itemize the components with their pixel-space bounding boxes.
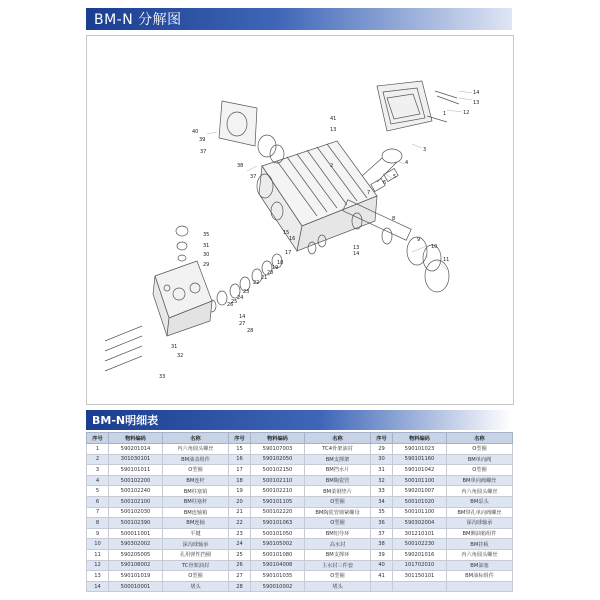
callout-31: 31 — [203, 243, 210, 249]
table-cell: 41 — [371, 571, 393, 582]
callout-21: 21 — [261, 275, 268, 281]
table-cell: 35 — [371, 507, 393, 518]
table-row — [87, 528, 513, 539]
table-cell: 6 — [87, 496, 109, 507]
table-cell: O型圈 — [305, 496, 371, 507]
table-cell: 38 — [371, 539, 393, 550]
callout-16: 16 — [289, 236, 296, 242]
table-cell: 590102050 — [251, 454, 305, 465]
callout-28: 28 — [247, 328, 254, 334]
table-cell: 平键 — [163, 528, 229, 539]
header-cell: 序号 — [371, 433, 393, 444]
table-cell: 13 — [87, 571, 109, 582]
callout-18: 18 — [277, 260, 284, 266]
callout-36a: 37 — [200, 149, 207, 155]
table-cell: O型圈 — [305, 571, 371, 582]
callout-8: 8 — [392, 216, 396, 222]
table-cell: TC4骨架油封 — [305, 444, 371, 455]
callout-22: 22 — [253, 280, 260, 286]
table-cell: 500102240 — [109, 486, 163, 497]
side-oil-box — [219, 101, 284, 163]
table-row — [87, 549, 513, 560]
table-cell: 500102150 — [251, 465, 305, 476]
table-cell: BM连杆 — [163, 475, 229, 486]
parts-table-body — [87, 444, 513, 592]
callout-37: 38 — [237, 163, 244, 169]
table-cell: 16 — [229, 454, 251, 465]
callout-1: 1 — [443, 111, 447, 117]
table-cell: 18 — [229, 475, 251, 486]
callout-27: 27 — [239, 321, 246, 327]
table-cell: 590205005 — [109, 549, 163, 560]
table-cell: 590101105 — [251, 496, 305, 507]
table-cell: 590101023 — [393, 444, 447, 455]
callout-4: 4 — [405, 160, 409, 166]
table-title-bar — [86, 410, 512, 430]
callout-20: 20 — [267, 270, 274, 276]
callout-39: 40 — [192, 129, 199, 135]
table-cell: 4 — [87, 475, 109, 486]
table-cell — [371, 581, 393, 592]
table-cell: BM陶瓷管锁紧螺母 — [305, 507, 371, 518]
header-cell: 序号 — [87, 433, 109, 444]
table-cell: 590108002 — [109, 560, 163, 571]
table-cell: BM柔钢垫片 — [305, 486, 371, 497]
table-cell: 590105002 — [251, 539, 305, 550]
callout-29: 29 — [203, 262, 210, 268]
table-cell: 590302004 — [393, 518, 447, 529]
table-cell: 301030101 — [109, 454, 163, 465]
table-cell: 500101100 — [393, 507, 447, 518]
header-cell: 序号 — [229, 433, 251, 444]
table-cell: BM油塞 — [447, 560, 513, 571]
callout-13b: 13 — [330, 127, 337, 133]
callout-10: 10 — [431, 244, 438, 250]
table-cell: BM柱塞销 — [163, 486, 229, 497]
head-bolts — [105, 326, 142, 371]
table-cell: 27 — [229, 571, 251, 582]
table-row — [87, 465, 513, 476]
table-cell: BM油盖组件 — [163, 454, 229, 465]
callout-30: 30 — [203, 252, 210, 258]
table-cell: 12 — [87, 560, 109, 571]
table-cell: 堵头 — [305, 581, 371, 592]
table-cell: 34 — [371, 496, 393, 507]
table-cell: O型圈 — [163, 465, 229, 476]
table-cell: 590302002 — [109, 539, 163, 550]
callout-5: 5 — [393, 174, 397, 180]
table-cell: 24 — [229, 539, 251, 550]
header-cell: 物料编码 — [393, 433, 447, 444]
page-title: BM-N 分解图 — [94, 12, 182, 28]
callout-38: 39 — [199, 137, 206, 143]
table-cell: BM挡水片 — [305, 465, 371, 476]
table-cell: 500101100 — [393, 475, 447, 486]
parts-table — [86, 432, 513, 592]
table-cell: 590101063 — [251, 518, 305, 529]
exploded-view-drawing — [87, 36, 513, 404]
callout-32: 32 — [177, 353, 184, 359]
table-header-row — [87, 433, 513, 444]
callout-11: 11 — [443, 257, 450, 263]
table-cell: 500010001 — [109, 581, 163, 592]
table-cell: 590201014 — [109, 444, 163, 455]
table-cell: 500101080 — [251, 549, 305, 560]
callout-9: 9 — [417, 237, 421, 243]
table-cell: 590201016 — [393, 549, 447, 560]
table-cell: 590101035 — [251, 571, 305, 582]
callout-13: 13 — [473, 100, 480, 106]
table-cell: 500102110 — [251, 475, 305, 486]
table-cell: 590010002 — [251, 581, 305, 592]
callout-35: 35 — [203, 232, 210, 238]
table-row — [87, 444, 513, 455]
table-cell: O型圈 — [447, 444, 513, 455]
table-cell: 500102230 — [393, 539, 447, 550]
callout-7: 7 — [367, 190, 371, 196]
table-cell: 11 — [87, 549, 109, 560]
table-cell: BM单向阀 — [447, 454, 513, 465]
callout-14c: 14 — [353, 251, 360, 257]
callout-14: 14 — [473, 90, 480, 96]
table-cell: BM支撑环 — [305, 549, 371, 560]
table-cell: 301210101 — [393, 528, 447, 539]
table-cell: BM侧油箱组件 — [447, 528, 513, 539]
table-cell: 19 — [229, 486, 251, 497]
table-cell: 15 — [229, 444, 251, 455]
table-cell: 590104008 — [251, 560, 305, 571]
table-row — [87, 454, 513, 465]
table-cell: BM连轴 — [163, 518, 229, 529]
table-cell: BM支撑架 — [305, 454, 371, 465]
table-cell: 25 — [229, 549, 251, 560]
table-cell: 31 — [371, 465, 393, 476]
table-cell: 26 — [229, 560, 251, 571]
callout-25: 25 — [231, 299, 238, 305]
table-cell: 28 — [229, 581, 251, 592]
header-cell: 物料编码 — [251, 433, 305, 444]
table-cell: 内六角圆头螺丝 — [447, 486, 513, 497]
callout-12: 12 — [463, 110, 470, 116]
table-cell — [447, 581, 513, 592]
table-cell — [393, 581, 447, 592]
table-cell: 孔用弹性挡圈 — [163, 549, 229, 560]
table-cell: 500102100 — [109, 496, 163, 507]
table-cell: 33 — [371, 486, 393, 497]
callout-24: 24 — [237, 295, 244, 301]
callout-2: 2 — [330, 163, 334, 169]
table-cell: 590201007 — [393, 486, 447, 497]
table-cell: 500102200 — [109, 475, 163, 486]
table-cell: 22 — [229, 518, 251, 529]
callout-17: 17 — [285, 250, 292, 256]
callout-3: 3 — [423, 147, 427, 153]
table-row — [87, 581, 513, 592]
table-cell: BM油标组件 — [447, 571, 513, 582]
table-cell: 500102390 — [109, 518, 163, 529]
table-cell: 301150101 — [393, 571, 447, 582]
table-cell: 21 — [229, 507, 251, 518]
table-cell: 1 — [87, 444, 109, 455]
table-row — [87, 560, 513, 571]
crankcase — [257, 141, 377, 251]
page-title-bar — [86, 8, 512, 30]
table-cell: BM泵头 — [447, 496, 513, 507]
table-cell: TC骨架油封 — [163, 560, 229, 571]
callout-26: 26 — [227, 302, 234, 308]
table-cell: 深沟球轴承 — [447, 518, 513, 529]
callout-15: 15 — [283, 230, 290, 236]
table-cell: BM连轴箱 — [163, 507, 229, 518]
table-cell: BM铝导环 — [305, 528, 371, 539]
table-cell: 7 — [87, 507, 109, 518]
table-cell: 36 — [371, 518, 393, 529]
table-cell: 500102210 — [251, 486, 305, 497]
table-row — [87, 571, 513, 582]
table-cell: 37 — [371, 528, 393, 539]
header-cell: 名称 — [447, 433, 513, 444]
table-cell: 主水封三件套 — [305, 560, 371, 571]
table-cell: 8 — [87, 518, 109, 529]
table-cell: 2 — [87, 454, 109, 465]
callout-19: 19 — [272, 265, 279, 271]
callout-23: 23 — [243, 289, 250, 295]
table-cell: 29 — [371, 444, 393, 455]
table-cell: 590107003 — [251, 444, 305, 455]
table-row — [87, 539, 513, 550]
table-row — [87, 496, 513, 507]
table-cell: 30 — [371, 454, 393, 465]
table-title: BM-N明细表 — [92, 414, 159, 427]
table-cell: 500101020 — [393, 496, 447, 507]
table-cell: 32 — [371, 475, 393, 486]
callout-13c: 13 — [353, 245, 360, 251]
table-row — [87, 475, 513, 486]
table-cell: BM单向阀螺丝 — [447, 475, 513, 486]
header-cell: 名称 — [163, 433, 229, 444]
table-cell: 590101160 — [393, 454, 447, 465]
table-cell: 590101042 — [393, 465, 447, 476]
table-cell: 内六角圆头螺丝 — [163, 444, 229, 455]
table-cell: O型圈 — [163, 571, 229, 582]
table-cell: BM陶瓷管 — [305, 475, 371, 486]
table-cell: 高水封 — [305, 539, 371, 550]
table-cell: 40 — [371, 560, 393, 571]
table-cell: 5 — [87, 486, 109, 497]
table-cell: 39 — [371, 549, 393, 560]
table-row — [87, 486, 513, 497]
table-cell: BM柱塞杆 — [163, 496, 229, 507]
table-cell: 500102220 — [251, 507, 305, 518]
table-cell: O型圈 — [305, 518, 371, 529]
table-cell: BM挂板 — [447, 539, 513, 550]
header-cell: 物料编码 — [109, 433, 163, 444]
oil-cover — [377, 81, 459, 131]
table-cell: 深沟球轴承 — [163, 539, 229, 550]
callout-6: 6 — [383, 180, 387, 186]
table-cell: 500011001 — [109, 528, 163, 539]
callout-14b: 14 — [239, 314, 246, 320]
table-cell: 20 — [229, 496, 251, 507]
table-cell: 内六角圆头螺丝 — [447, 549, 513, 560]
table-cell: O型圈 — [447, 465, 513, 476]
table-cell: 10 — [87, 539, 109, 550]
table-cell: 9 — [87, 528, 109, 539]
table-cell: 101702010 — [393, 560, 447, 571]
callout-36: 37 — [250, 174, 257, 180]
exploded-diagram — [86, 35, 514, 405]
table-cell: 17 — [229, 465, 251, 476]
header-cell: 名称 — [305, 433, 371, 444]
table-cell: 500102030 — [109, 507, 163, 518]
callout-40: 41 — [330, 116, 337, 122]
callout-31b: 31 — [171, 344, 178, 350]
table-cell: BM带孔单向阀螺丝 — [447, 507, 513, 518]
callout-33: 33 — [159, 374, 166, 380]
table-cell: 590101019 — [109, 571, 163, 582]
table-cell: 3 — [87, 465, 109, 476]
table-cell: 23 — [229, 528, 251, 539]
table-cell: 堵头 — [163, 581, 229, 592]
table-row — [87, 507, 513, 518]
table-cell: 14 — [87, 581, 109, 592]
table-row — [87, 518, 513, 529]
table-cell: 590101011 — [109, 465, 163, 476]
table-cell: 500101050 — [251, 528, 305, 539]
